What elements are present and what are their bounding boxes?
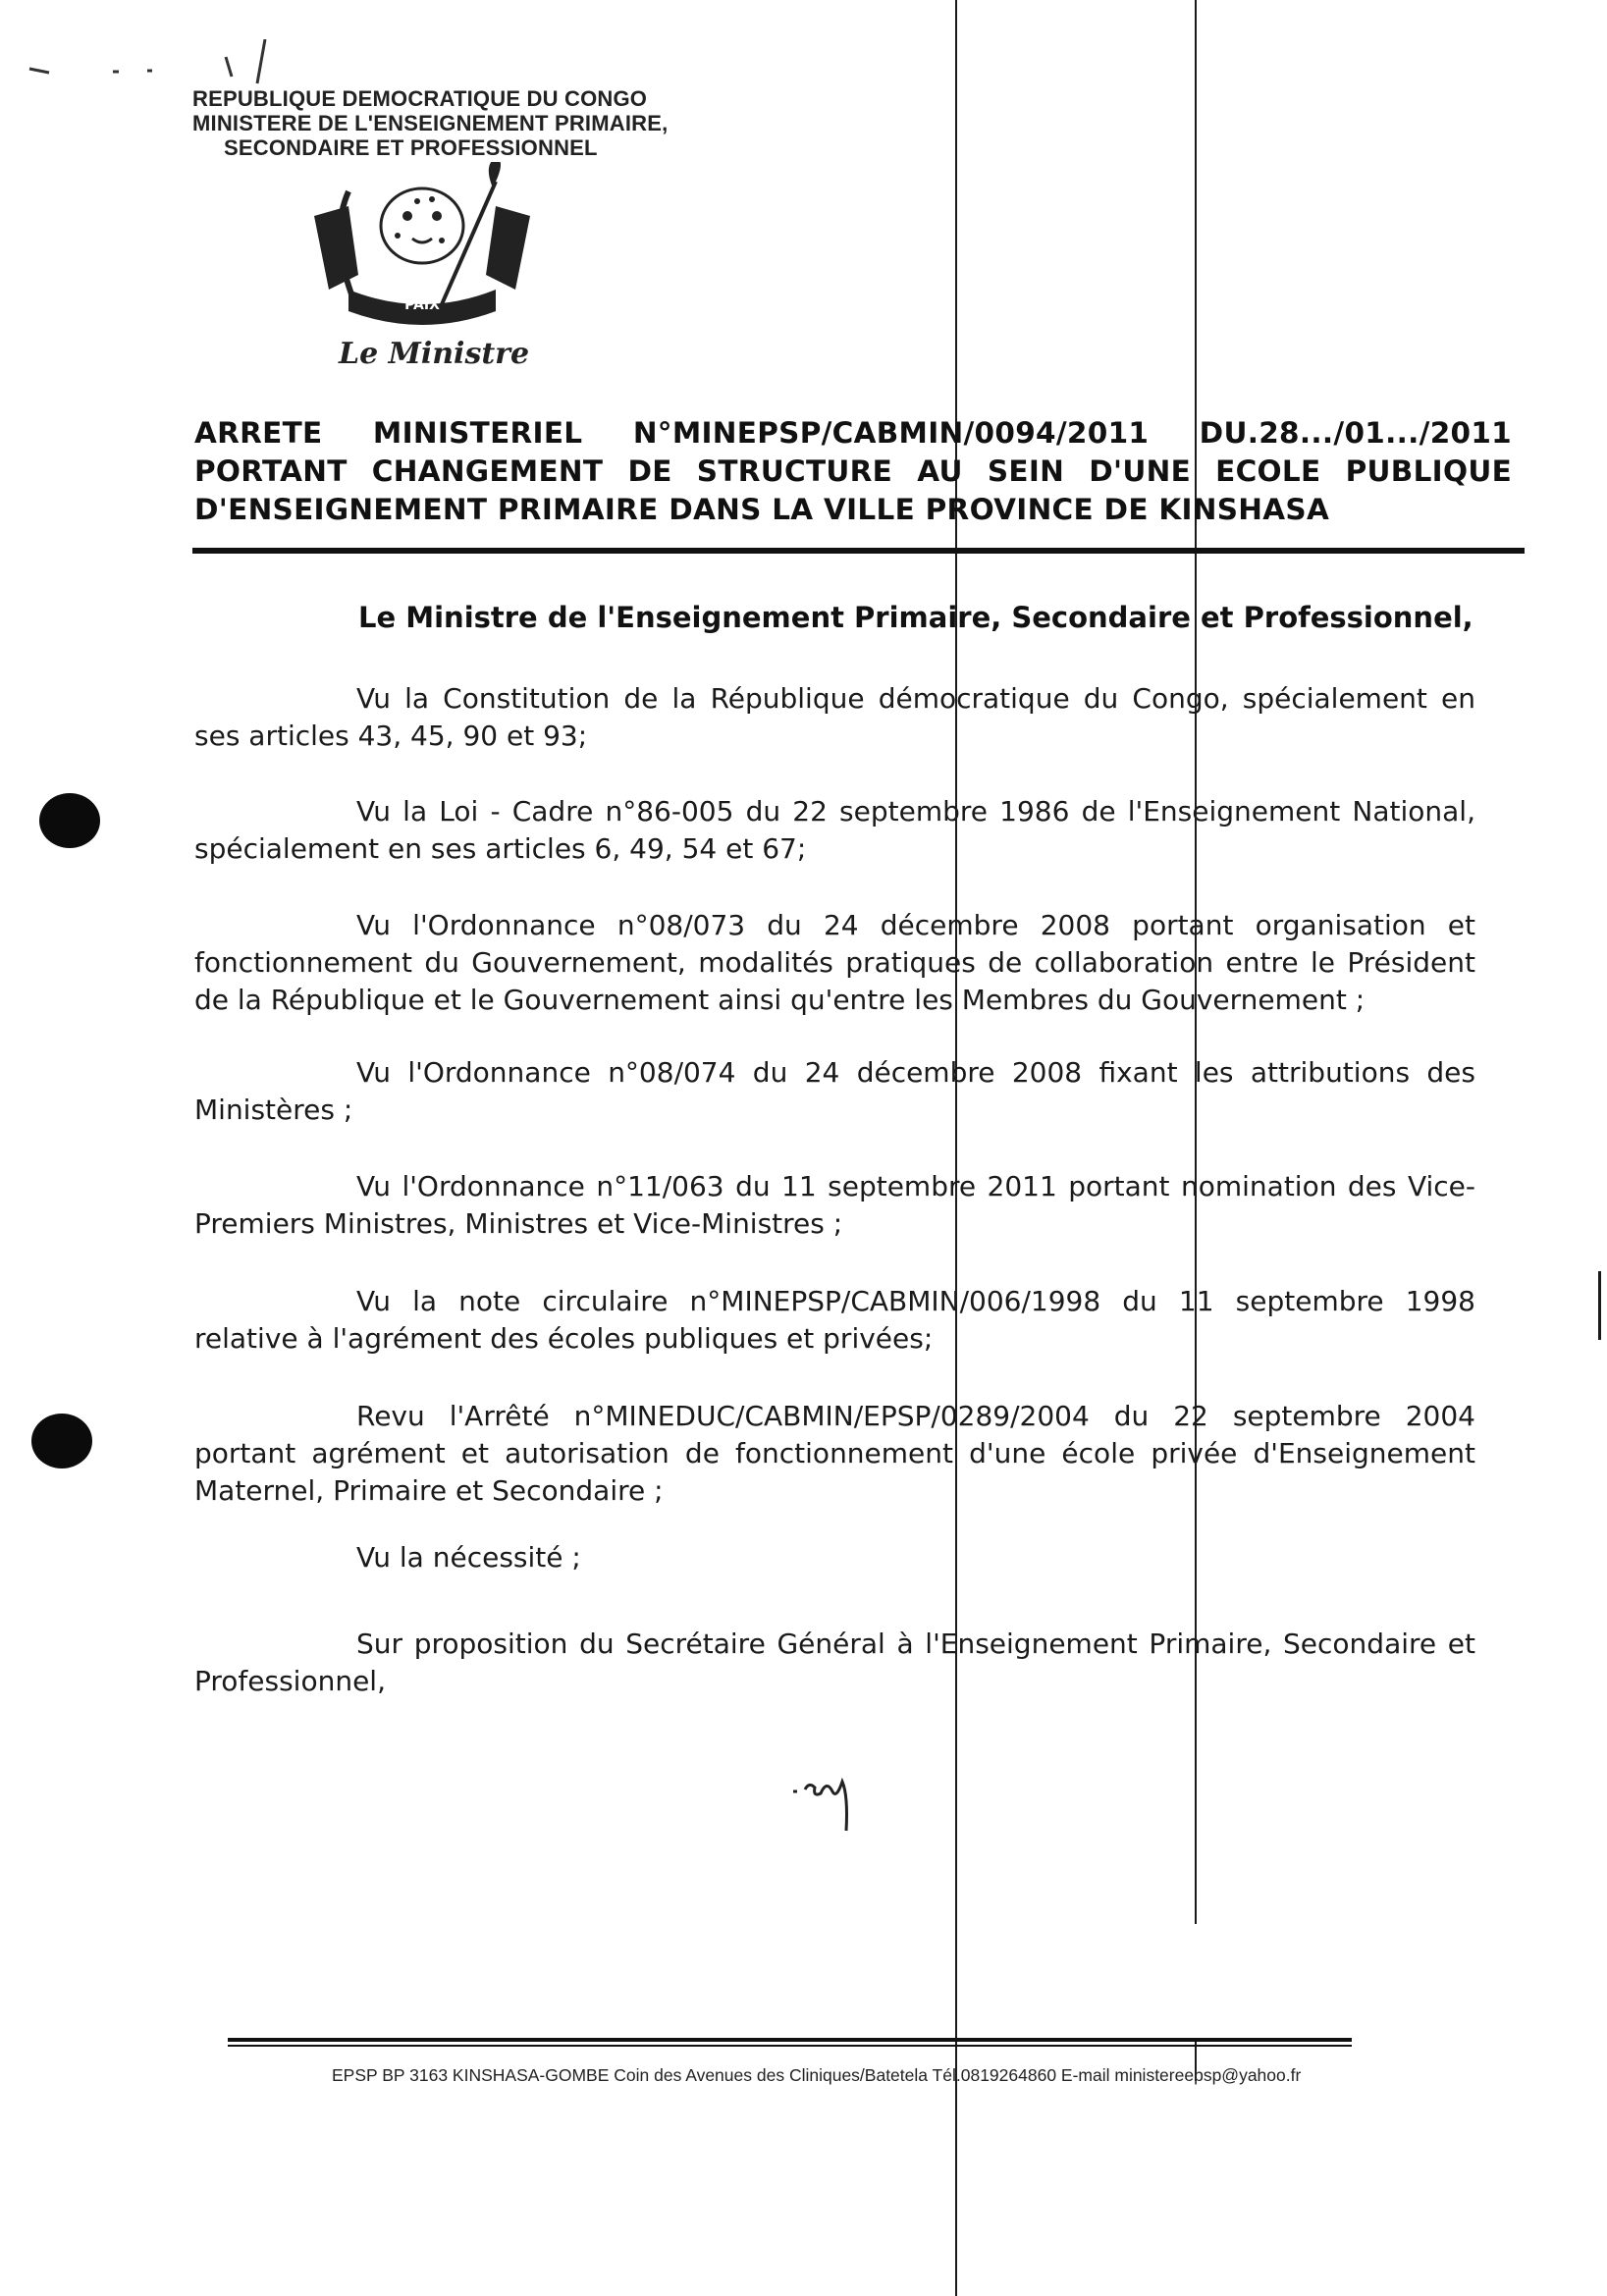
title-word: ARRETE bbox=[194, 416, 323, 450]
title-line-1 bbox=[194, 416, 1512, 450]
decree-number: N°MINEPSP/CABMIN/0094/2011 bbox=[632, 416, 1150, 450]
ministry-line-2: SECONDAIRE ET PROFESSIONNEL bbox=[224, 135, 598, 160]
title-line-3: D'ENSEIGNEMENT PRIMAIRE DANS LA VILLE PROVINCE DE KINSHASA bbox=[194, 493, 1330, 526]
footer-contact: EPSP BP 3163 KINSHASA-GOMBE Coin des Avenues des Cliniques/Batetela Tél.0819264860 E-mail ministereepsp@yahoo.fr bbox=[332, 2065, 1302, 2085]
paragraph-ordonnance-073: Vu l'Ordonnance n°08/073 du 24 décembre 2008 portant organisation et fonctionnement du Gouvernement, modalités pratiques de collaboration entre le Président de la République et le Gouvernement ainsi qu'entre les Membres du Gouvernement ; bbox=[194, 909, 1475, 1016]
paragraph-necessite: Vu la nécessité ; bbox=[356, 1541, 581, 1574]
paragraph-note-circulaire: Vu la note circulaire n°MINEPSP/CABMIN/006/1998 du 11 septembre 1998 relative à l'agrément des écoles publiques et privées; bbox=[194, 1285, 1475, 1355]
title-word: MINISTERIEL bbox=[372, 416, 583, 450]
ministry-line-1: MINISTERE DE L'ENSEIGNEMENT PRIMAIRE, bbox=[192, 111, 669, 135]
scan-line-left bbox=[955, 0, 957, 2296]
paragraph-loi-cadre: Vu la Loi - Cadre n°86-005 du 22 septembre 1986 de l'Enseignement National, spécialement en ses articles 6, 49, 54 et 67; bbox=[194, 795, 1475, 865]
emblem-motto: PAIX bbox=[404, 297, 440, 313]
paragraph-arrete-revu: Revu l'Arrêté n°MINEDUC/CABMIN/EPSP/0289/2004 du 22 septembre 2004 portant agrément et autorisation de fonctionnement d'une école privée d'Enseignement Maternel, Primaire et Secondaire ; bbox=[194, 1400, 1475, 1507]
paragraph-proposition: Sur proposition du Secrétaire Général à l'Enseignement Primaire, Secondaire et Professionnel, bbox=[194, 1628, 1475, 1697]
footer-rule bbox=[228, 2038, 1352, 2042]
decree-date: DU.28.../01.../2011 bbox=[1199, 416, 1513, 450]
paragraph-ordonnance-063: Vu l'Ordonnance n°11/063 du 11 septembre 2011 portant nomination des Vice-Premiers Ministres, Ministres et Vice-Ministres ; bbox=[194, 1170, 1475, 1240]
minister-intro: Le Ministre de l'Enseignement Primaire, Secondaire et Professionnel, bbox=[358, 601, 1473, 634]
scan-edge-mark bbox=[1598, 1271, 1601, 1340]
punch-hole-bottom bbox=[31, 1414, 92, 1468]
title-line-2: PORTANT CHANGEMENT DE STRUCTURE AU SEIN D'UNE ECOLE PUBLIQUE bbox=[194, 454, 1513, 488]
signatory-title: Le Ministre bbox=[339, 337, 530, 371]
handwritten-initials bbox=[785, 1762, 884, 1841]
country-name: REPUBLIQUE DEMOCRATIQUE DU CONGO bbox=[192, 86, 648, 111]
paragraph-ordonnance-074: Vu l'Ordonnance n°08/074 du 24 décembre 2008 fixant les attributions des Ministères ; bbox=[194, 1056, 1475, 1126]
paragraph-constitution: Vu la Constitution de la République démocratique du Congo, spécialement en ses articles 43, 45, 90 et 93; bbox=[194, 682, 1475, 752]
congo-coat-of-arms-icon bbox=[295, 162, 550, 329]
punch-hole-top bbox=[39, 793, 100, 848]
title-underline bbox=[192, 548, 1525, 554]
footer-rule-thin bbox=[228, 2045, 1352, 2047]
